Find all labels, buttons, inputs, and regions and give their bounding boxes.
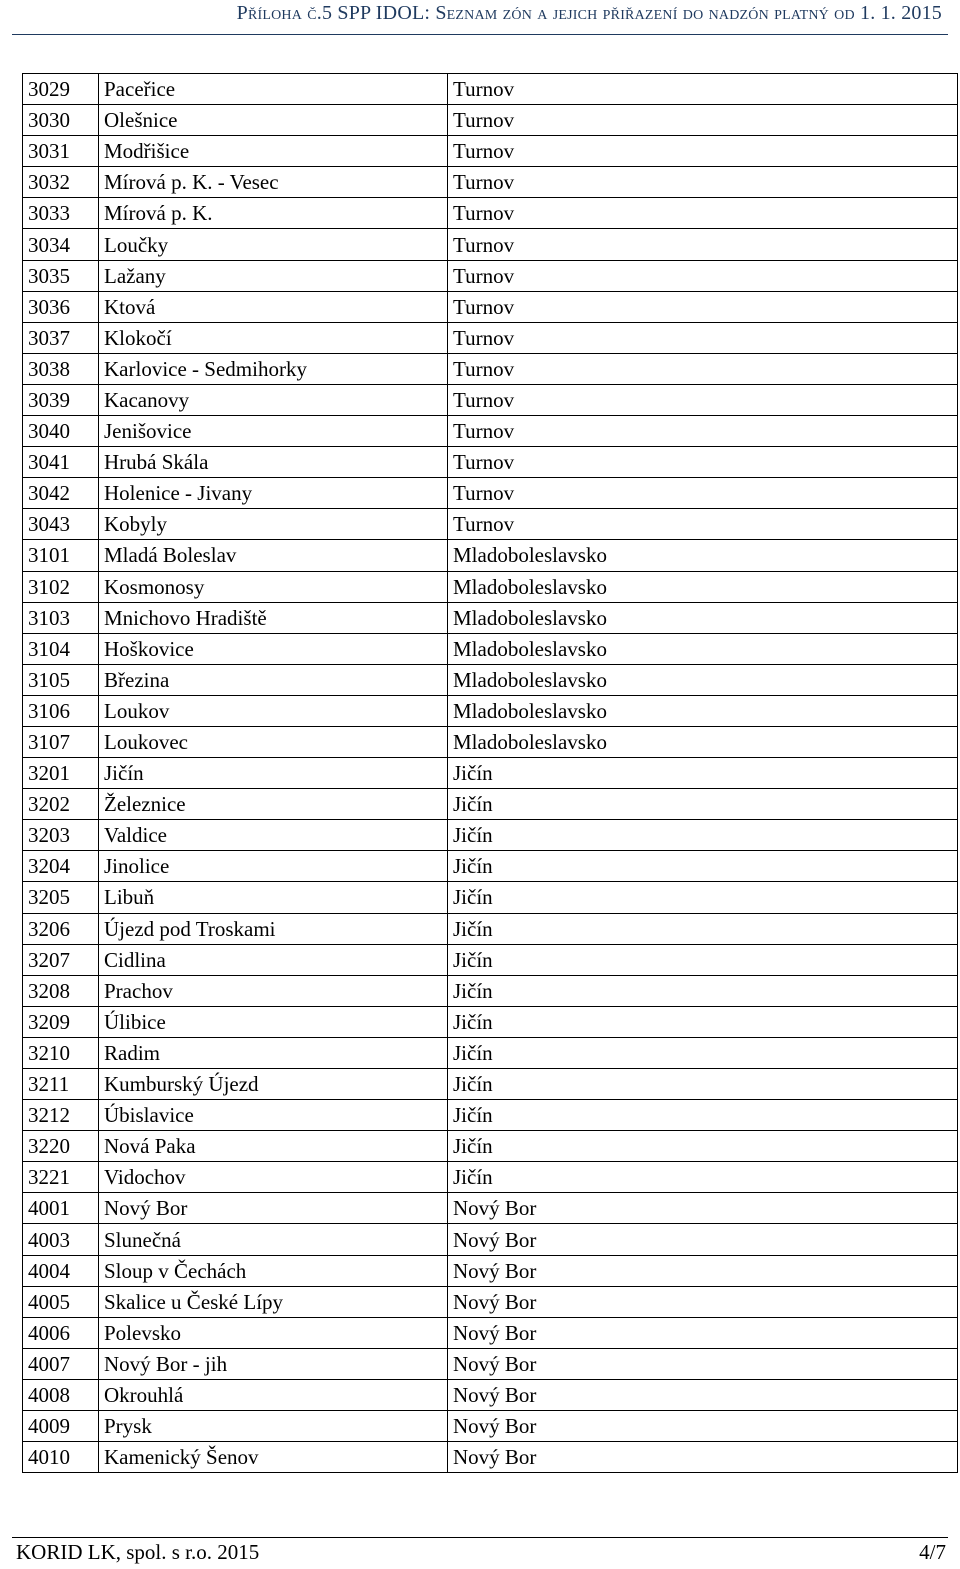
superzone-cell: Jičín	[448, 820, 958, 851]
zone-name-cell: Mladá Boleslav	[99, 540, 448, 571]
zone-name-cell: Kamenický Šenov	[99, 1442, 448, 1473]
zone-name-cell: Loukov	[99, 695, 448, 726]
zone-name-cell: Úbislavice	[99, 1100, 448, 1131]
table-row	[23, 726, 958, 757]
zone-number-cell: 3210	[23, 1037, 99, 1068]
table-row	[23, 1411, 958, 1442]
table-row	[23, 1379, 958, 1410]
zone-number-cell: 3030	[23, 105, 99, 136]
superzone-cell: Nový Bor	[448, 1255, 958, 1286]
zone-number-cell: 3032	[23, 167, 99, 198]
zone-number-cell: 3035	[23, 260, 99, 291]
table-row	[23, 1006, 958, 1037]
table-row	[23, 695, 958, 726]
table-row	[23, 74, 958, 105]
table-row	[23, 291, 958, 322]
superzone-cell: Mladoboleslavsko	[448, 571, 958, 602]
zone-name-cell: Jinolice	[99, 851, 448, 882]
header-divider	[12, 34, 948, 35]
table-row	[23, 1224, 958, 1255]
zone-number-cell: 3037	[23, 322, 99, 353]
zone-number-cell: 3036	[23, 291, 99, 322]
zone-number-cell: 3103	[23, 602, 99, 633]
zone-name-cell: Prysk	[99, 1411, 448, 1442]
superzone-cell: Turnov	[448, 260, 958, 291]
superzone-cell: Mladoboleslavsko	[448, 695, 958, 726]
zone-number-cell: 3211	[23, 1069, 99, 1100]
zone-name-cell: Hoškovice	[99, 633, 448, 664]
superzone-cell: Jičín	[448, 1069, 958, 1100]
table-row	[23, 1286, 958, 1317]
table-row	[23, 447, 958, 478]
superzone-cell: Turnov	[448, 384, 958, 415]
zone-number-cell: 3107	[23, 726, 99, 757]
table-row	[23, 1348, 958, 1379]
zone-number-cell: 4010	[23, 1442, 99, 1473]
table-row	[23, 167, 958, 198]
superzone-cell: Nový Bor	[448, 1317, 958, 1348]
zone-number-cell: 3201	[23, 758, 99, 789]
zone-name-cell: Skalice u České Lípy	[99, 1286, 448, 1317]
zone-name-cell: Radim	[99, 1037, 448, 1068]
zone-name-cell: Klokočí	[99, 322, 448, 353]
superzone-cell: Nový Bor	[448, 1411, 958, 1442]
superzone-cell: Turnov	[448, 447, 958, 478]
zones-table	[22, 73, 958, 1473]
zone-number-cell: 3104	[23, 633, 99, 664]
zone-name-cell: Holenice - Jivany	[99, 478, 448, 509]
superzone-cell: Turnov	[448, 322, 958, 353]
zone-number-cell: 3206	[23, 913, 99, 944]
superzone-cell: Nový Bor	[448, 1193, 958, 1224]
zone-number-cell: 4005	[23, 1286, 99, 1317]
zone-number-cell: 3207	[23, 944, 99, 975]
table-row	[23, 633, 958, 664]
zone-name-cell: Prachov	[99, 975, 448, 1006]
zone-number-cell: 3106	[23, 695, 99, 726]
zone-number-cell: 3033	[23, 198, 99, 229]
superzone-cell: Jičín	[448, 975, 958, 1006]
table-row	[23, 944, 958, 975]
superzone-cell: Mladoboleslavsko	[448, 602, 958, 633]
zone-name-cell: Mírová p. K.	[99, 198, 448, 229]
zone-name-cell: Loukovec	[99, 726, 448, 757]
zone-name-cell: Kumburský Újezd	[99, 1069, 448, 1100]
zone-name-cell: Olešnice	[99, 105, 448, 136]
table-row	[23, 136, 958, 167]
zone-name-cell: Loučky	[99, 229, 448, 260]
superzone-cell: Nový Bor	[448, 1442, 958, 1473]
superzone-cell: Jičín	[448, 789, 958, 820]
superzone-cell: Nový Bor	[448, 1224, 958, 1255]
table-row	[23, 1037, 958, 1068]
superzone-cell: Turnov	[448, 74, 958, 105]
document-title: Příloha č.5 SPP IDOL: Seznam zón a jejich přiřazení do nadzón platný od 1. 1. 2015	[236, 2, 942, 24]
zone-number-cell: 3029	[23, 74, 99, 105]
table-row	[23, 820, 958, 851]
zone-name-cell: Modřišice	[99, 136, 448, 167]
zone-number-cell: 3102	[23, 571, 99, 602]
table-row	[23, 1069, 958, 1100]
superzone-cell: Nový Bor	[448, 1286, 958, 1317]
table-row	[23, 1193, 958, 1224]
page-header	[0, 0, 960, 36]
zone-number-cell: 3041	[23, 447, 99, 478]
zone-name-cell: Železnice	[99, 789, 448, 820]
zone-number-cell: 3221	[23, 1162, 99, 1193]
superzone-cell: Jičín	[448, 1131, 958, 1162]
zone-name-cell: Valdice	[99, 820, 448, 851]
zone-name-cell: Okrouhlá	[99, 1379, 448, 1410]
zone-name-cell: Nová Paka	[99, 1131, 448, 1162]
table-row	[23, 851, 958, 882]
superzone-cell: Mladoboleslavsko	[448, 726, 958, 757]
zone-number-cell: 3208	[23, 975, 99, 1006]
zone-number-cell: 3209	[23, 1006, 99, 1037]
zone-name-cell: Vidochov	[99, 1162, 448, 1193]
table-row	[23, 602, 958, 633]
zone-name-cell: Paceřice	[99, 74, 448, 105]
superzone-cell: Mladoboleslavsko	[448, 633, 958, 664]
zone-name-cell: Březina	[99, 664, 448, 695]
zone-number-cell: 4006	[23, 1317, 99, 1348]
zone-number-cell: 3220	[23, 1131, 99, 1162]
zone-name-cell: Hrubá Skála	[99, 447, 448, 478]
table-row	[23, 478, 958, 509]
superzone-cell: Nový Bor	[448, 1379, 958, 1410]
zone-name-cell: Jičín	[99, 758, 448, 789]
zone-name-cell: Kosmonosy	[99, 571, 448, 602]
zone-number-cell: 3042	[23, 478, 99, 509]
table-row	[23, 105, 958, 136]
page-footer	[0, 1532, 960, 1569]
zone-name-cell: Úlibice	[99, 1006, 448, 1037]
zone-number-cell: 3212	[23, 1100, 99, 1131]
superzone-cell: Turnov	[448, 229, 958, 260]
page-number: 4/7	[919, 1540, 946, 1564]
superzone-cell: Jičín	[448, 944, 958, 975]
table-row	[23, 571, 958, 602]
table-row	[23, 1255, 958, 1286]
table-row	[23, 322, 958, 353]
footer-company: KORID LK, spol. s r.o. 2015	[16, 1540, 260, 1564]
zones-table-body	[23, 74, 958, 1473]
zone-number-cell: 3039	[23, 384, 99, 415]
superzone-cell: Turnov	[448, 353, 958, 384]
zone-name-cell: Lažany	[99, 260, 448, 291]
table-row	[23, 540, 958, 571]
superzone-cell: Jičín	[448, 1100, 958, 1131]
zone-number-cell: 3043	[23, 509, 99, 540]
zone-number-cell: 3205	[23, 882, 99, 913]
table-row	[23, 198, 958, 229]
table-row	[23, 913, 958, 944]
superzone-cell: Turnov	[448, 478, 958, 509]
zone-number-cell: 3202	[23, 789, 99, 820]
superzone-cell: Jičín	[448, 1162, 958, 1193]
zone-name-cell: Cidlina	[99, 944, 448, 975]
zone-number-cell: 4008	[23, 1379, 99, 1410]
superzone-cell: Jičín	[448, 1037, 958, 1068]
table-row	[23, 664, 958, 695]
zone-name-cell: Kobyly	[99, 509, 448, 540]
superzone-cell: Jičín	[448, 851, 958, 882]
superzone-cell: Jičín	[448, 1006, 958, 1037]
table-row	[23, 1100, 958, 1131]
table-row	[23, 758, 958, 789]
zone-number-cell: 3038	[23, 353, 99, 384]
zone-name-cell: Karlovice - Sedmihorky	[99, 353, 448, 384]
zone-name-cell: Slunečná	[99, 1224, 448, 1255]
zone-number-cell: 3203	[23, 820, 99, 851]
zone-name-cell: Újezd pod Troskami	[99, 913, 448, 944]
zone-number-cell: 4009	[23, 1411, 99, 1442]
zone-number-cell: 4003	[23, 1224, 99, 1255]
table-row	[23, 789, 958, 820]
table-row	[23, 975, 958, 1006]
footer-divider	[12, 1537, 948, 1538]
zone-name-cell: Sloup v Čechách	[99, 1255, 448, 1286]
zone-name-cell: Libuň	[99, 882, 448, 913]
zone-name-cell: Mnichovo Hradiště	[99, 602, 448, 633]
table-row	[23, 882, 958, 913]
table-row	[23, 229, 958, 260]
zone-number-cell: 3204	[23, 851, 99, 882]
superzone-cell: Turnov	[448, 105, 958, 136]
table-row	[23, 384, 958, 415]
zone-number-cell: 3031	[23, 136, 99, 167]
table-row	[23, 260, 958, 291]
superzone-cell: Mladoboleslavsko	[448, 540, 958, 571]
superzone-cell: Mladoboleslavsko	[448, 664, 958, 695]
zone-number-cell: 3101	[23, 540, 99, 571]
table-row	[23, 1442, 958, 1473]
zone-name-cell: Kacanovy	[99, 384, 448, 415]
zone-number-cell: 4007	[23, 1348, 99, 1379]
zone-name-cell: Mírová p. K. - Vesec	[99, 167, 448, 198]
superzone-cell: Turnov	[448, 198, 958, 229]
superzone-cell: Jičín	[448, 758, 958, 789]
superzone-cell: Turnov	[448, 136, 958, 167]
superzone-cell: Turnov	[448, 416, 958, 447]
superzone-cell: Turnov	[448, 509, 958, 540]
superzone-cell: Turnov	[448, 167, 958, 198]
table-row	[23, 1162, 958, 1193]
zone-name-cell: Polevsko	[99, 1317, 448, 1348]
zone-name-cell: Jenišovice	[99, 416, 448, 447]
superzone-cell: Jičín	[448, 913, 958, 944]
zone-name-cell: Nový Bor - jih	[99, 1348, 448, 1379]
superzone-cell: Turnov	[448, 291, 958, 322]
table-row	[23, 353, 958, 384]
table-row	[23, 509, 958, 540]
table-row	[23, 416, 958, 447]
zone-number-cell: 4001	[23, 1193, 99, 1224]
zone-name-cell: Nový Bor	[99, 1193, 448, 1224]
zone-number-cell: 3105	[23, 664, 99, 695]
table-row	[23, 1131, 958, 1162]
zone-name-cell: Ktová	[99, 291, 448, 322]
superzone-cell: Nový Bor	[448, 1348, 958, 1379]
table-row	[23, 1317, 958, 1348]
superzone-cell: Jičín	[448, 882, 958, 913]
zone-number-cell: 3040	[23, 416, 99, 447]
zone-number-cell: 3034	[23, 229, 99, 260]
zone-number-cell: 4004	[23, 1255, 99, 1286]
